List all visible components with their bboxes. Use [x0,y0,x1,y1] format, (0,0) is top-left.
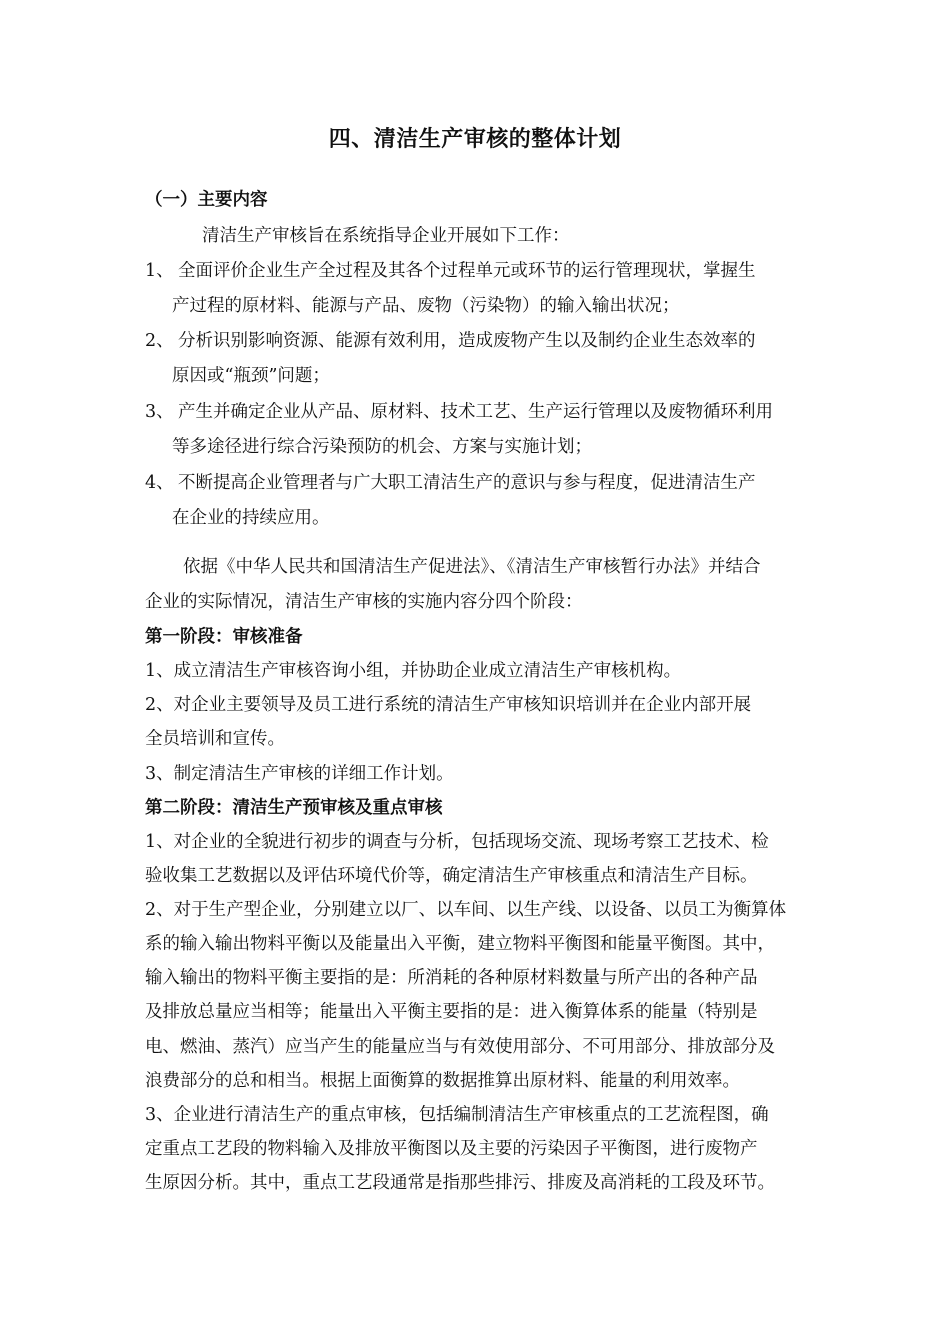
stage-line: 电、燃油、蒸汽）应当产生的能量应当与有效使用部分、不可用部分、排放部分及 [145,1037,775,1057]
basis-paragraph: 依据《中华人民共和国清洁生产促进法》、《清洁生产审核暂行办法》并结合 [183,557,761,577]
page-title: 四、清洁生产审核的整体计划 [328,126,622,152]
stage-line: 3、企业进行清洁生产的重点审核，包括编制清洁生产审核重点的工艺流程图，确 [145,1105,769,1125]
stage-line: 及排放总量应当相等；能量出入平衡主要指的是：进入衡算体系的能量（特别是 [145,1002,758,1022]
stage-line: 输入输出的物料平衡主要指的是：所消耗的各种原材料数量与所产出的各种产品 [145,968,758,988]
stage-line: 全员培训和宣传。 [145,729,285,749]
stage-line: 验收集工艺数据以及评估环境代价等，确定清洁生产审核重点和清洁生产目标。 [145,866,758,886]
list-item-text: 全面评价企业生产全过程及其各个过程单元或环节的运行管理现状，掌握生 [178,261,756,281]
stage-line: 系的输入输出物料平衡以及能量出入平衡，建立物料平衡图和能量平衡图。其中， [145,934,775,954]
list-item-text: 产过程的原材料、能源与产品、废物（污染物）的输入输出状况； [172,296,680,316]
stage-line: 定重点工艺段的物料输入及排放平衡图以及主要的污染因子平衡图，进行废物产 [145,1139,758,1159]
stage-line: 3、制定清洁生产审核的详细工作计划。 [145,764,454,784]
stage-line: 1、成立清洁生产审核咨询小组，并协助企业成立清洁生产审核机构。 [145,661,682,681]
list-item-text: 等多途径进行综合污染预防的机会、方案与实施计划； [172,437,592,457]
list-item-number: 2、 [145,331,174,351]
list-item-text: 分析识别影响资源、能源有效利用，造成废物产生以及制约企业生态效率的 [178,331,756,351]
stage-heading: 第一阶段：审核准备 [145,627,303,647]
stage-line: 浪费部分的总和相当。根据上面衡算的数据推算出原材料、能量的利用效率。 [145,1071,740,1091]
list-item-text: 原因或“瓶颈”问题； [172,366,330,386]
stage-line: 1、对企业的全貌进行初步的调查与分析，包括现场交流、现场考察工艺技术、检 [145,832,769,852]
list-item-text: 不断提高企业管理者与广大职工清洁生产的意识与参与程度，促进清洁生产 [178,473,756,493]
list-item-number: 3、 [145,402,174,422]
section-heading: （一）主要内容 [145,190,268,210]
list-item-number: 4、 [145,473,174,493]
list-item-text: 产生并确定企业从产品、原材料、技术工艺、生产运行管理以及废物循环利用 [178,402,773,422]
stage-line: 生原因分析。其中，重点工艺段通常是指那些排污、排废及高消耗的工段及环节。 [145,1173,775,1193]
stage-line: 2、对企业主要领导及员工进行系统的清洁生产审核知识培训并在企业内部开展 [145,695,752,715]
list-item-number: 1、 [145,261,174,281]
stage-heading: 第二阶段：清洁生产预审核及重点审核 [145,798,443,818]
intro-paragraph: 清洁生产审核旨在系统指导企业开展如下工作： [202,226,570,246]
list-item-text: 在企业的持续应用。 [172,508,330,528]
basis-paragraph: 企业的实际情况，清洁生产审核的实施内容分四个阶段： [145,592,583,612]
stage-line: 2、对于生产型企业，分别建立以厂、以车间、以生产线、以设备、以员工为衡算体 [145,900,787,920]
